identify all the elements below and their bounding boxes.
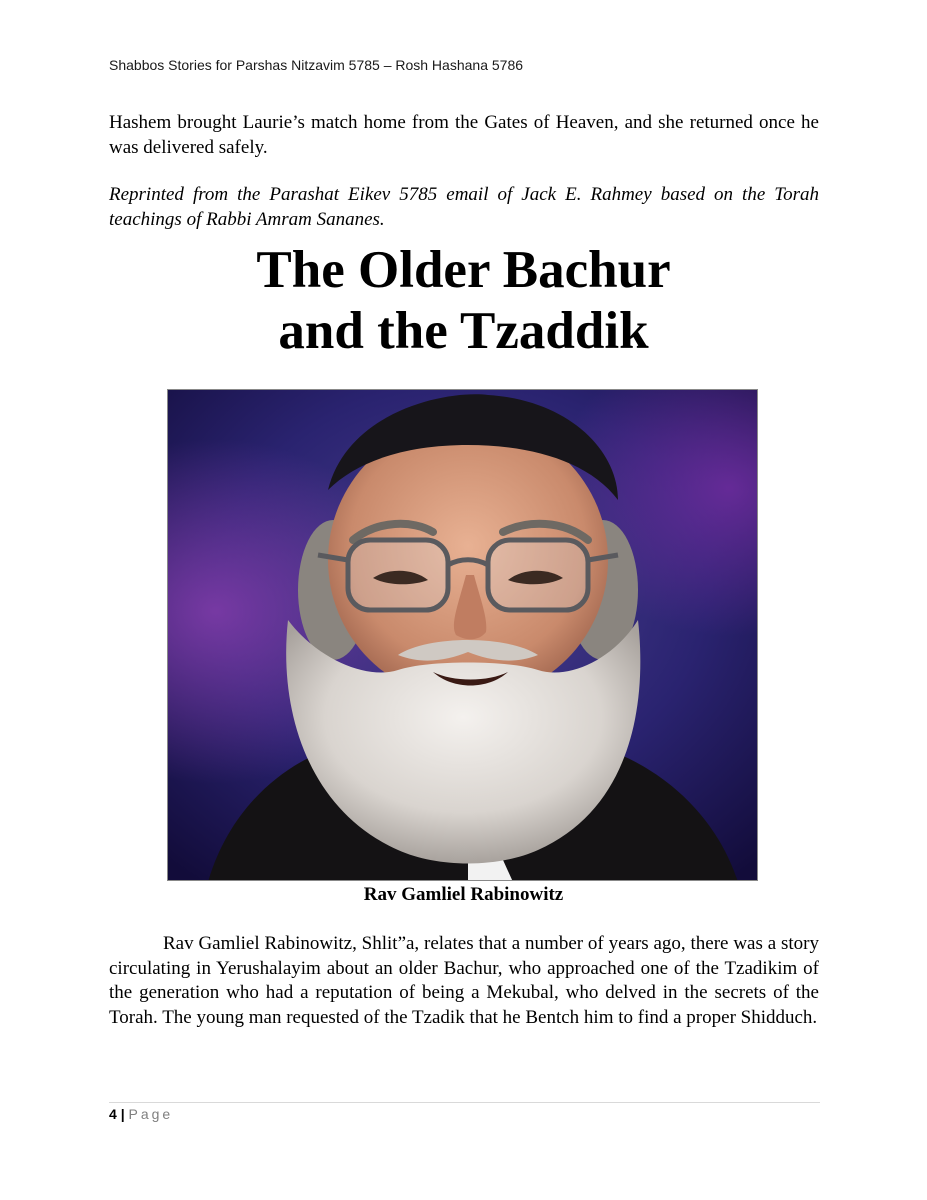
title-line-1: The Older Bachur <box>256 241 671 299</box>
footer-divider <box>109 1102 820 1103</box>
photo-caption: Rav Gamliel Rabinowitz <box>363 884 564 905</box>
story-title <box>0 240 927 362</box>
paragraph-reprint-note: Reprinted from the Parashat Eikev 5785 email of Jack E. Rahmey based on the Torah teachings of Rabbi Amram Sananes. <box>109 184 819 230</box>
page-label: Page <box>128 1106 174 1122</box>
paragraph-story-text: Rav Gamliel Rabinowitz, Shlit”a, relates that a number of years ago, there was a story circulating in Yerushalayim about an older Bachur, who approached one of the Tzadikim of the generation who had a reputation of being a Mekubal, who delved in the secrets of the Torah. The young man requested of the Tzadik that he Bentch him to find a proper Shidduch. <box>109 933 819 1028</box>
paragraph-intro: Hashem brought Laurie’s match home from the Gates of Heaven, and she returned once he was delivered safely. <box>109 112 819 158</box>
footer-separator: | <box>120 1106 125 1122</box>
running-header: Shabbos Stories for Parshas Nitzavim 5785 – Rosh Hashana 5786 <box>109 57 524 73</box>
title-line-2: and the Tzaddik <box>278 302 649 360</box>
page-footer <box>109 1106 173 1122</box>
page-number: 4 <box>109 1106 117 1122</box>
portrait-photo <box>167 389 758 881</box>
paragraph-story <box>109 932 819 1030</box>
